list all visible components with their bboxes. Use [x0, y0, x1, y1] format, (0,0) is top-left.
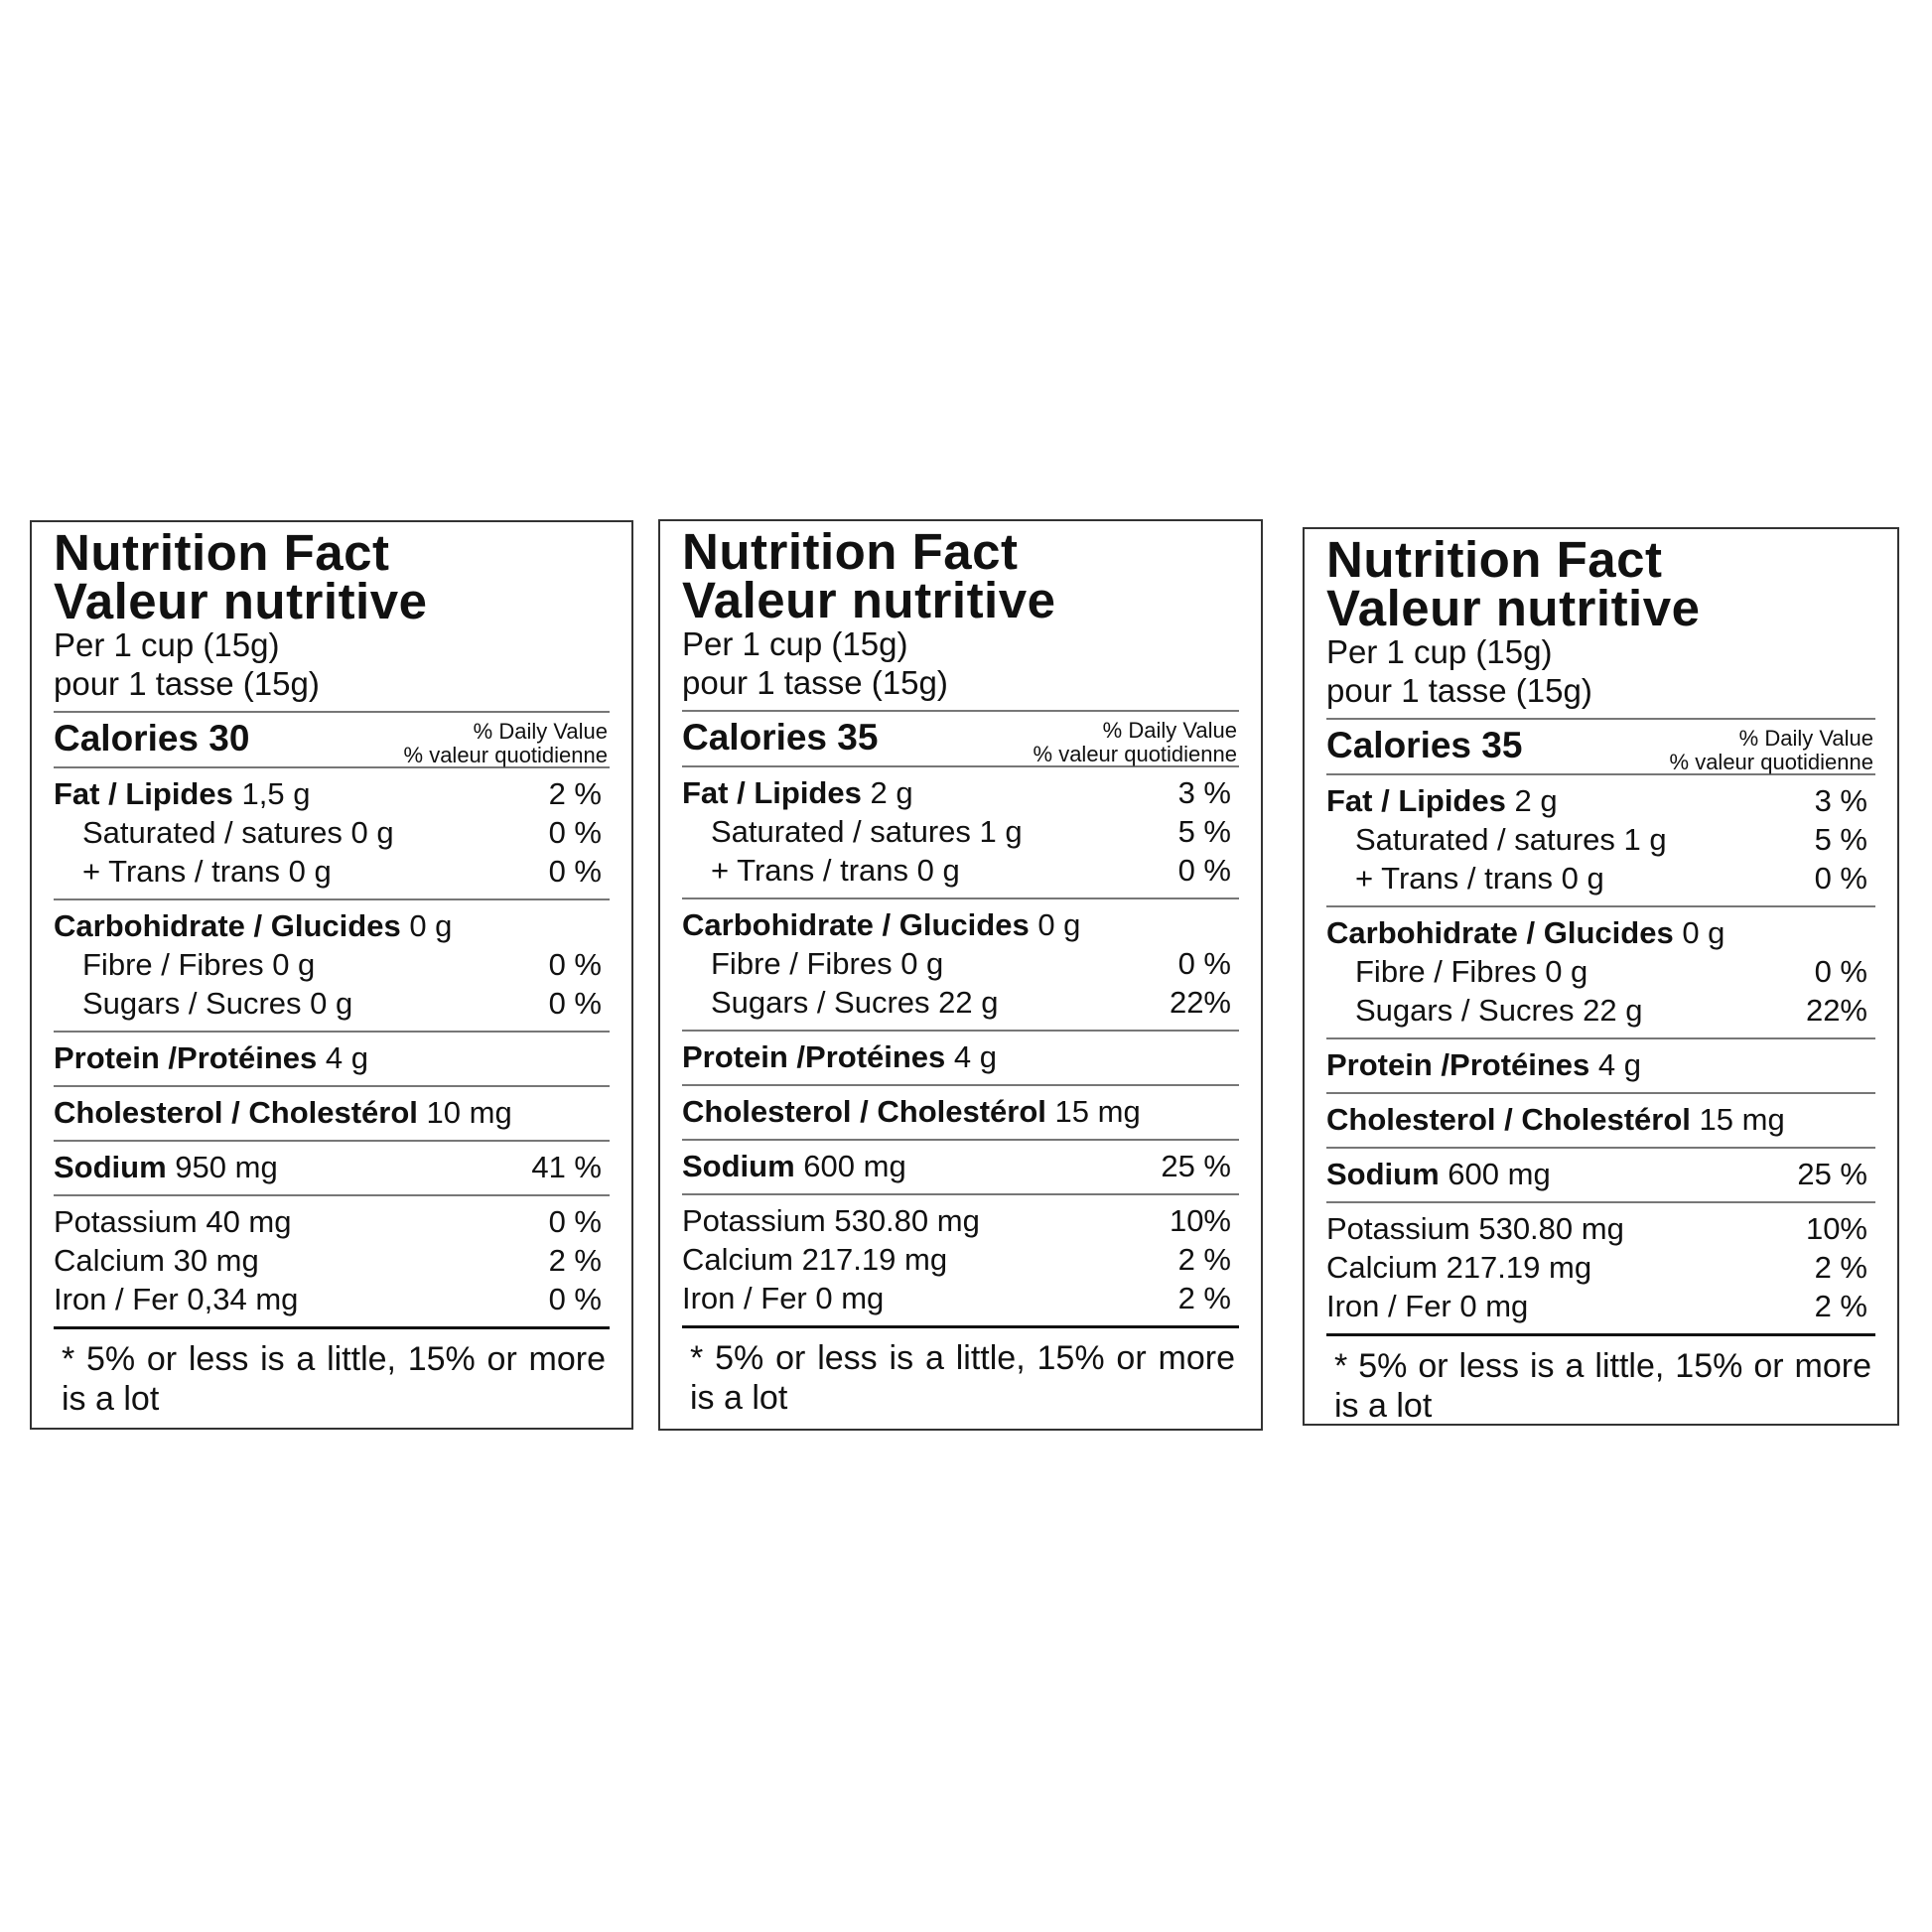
sodium-percent: 41 % — [531, 1150, 602, 1184]
sodium-group — [1326, 1149, 1875, 1201]
iron-row: Iron / Fer 0 mg 2 % — [682, 1279, 1239, 1317]
protein-row: Protein /Protéines 4 g — [682, 1039, 998, 1074]
footnote: * 5% or less is a little, 15% or more is a lot — [1334, 1347, 1871, 1425]
sugars-percent: 0 % — [548, 986, 602, 1021]
sodium-group — [54, 1142, 610, 1194]
daily-value-english: % Daily Value — [1738, 726, 1873, 751]
minerals-group — [682, 1195, 1239, 1325]
cholesterol-row: Cholesterol / Cholestérol 15 mg — [682, 1094, 1141, 1129]
protein-group — [1326, 1039, 1875, 1092]
serving-size-french: pour 1 tasse (15g) — [1326, 672, 1592, 709]
daily-value-french: % valeur quotidienne — [1033, 742, 1237, 766]
calcium-percent: 2 % — [1814, 1250, 1867, 1285]
daily-value-french: % valeur quotidienne — [1669, 750, 1873, 774]
protein-group — [682, 1032, 1239, 1084]
daily-value-french: % valeur quotidienne — [403, 743, 608, 767]
footnote: * 5% or less is a little, 15% or more is a lot — [62, 1340, 606, 1418]
fat-percent: 2 % — [548, 776, 602, 811]
calcium-row: Calcium 217.19 mg 2 % — [682, 1240, 1239, 1279]
iron-percent: 0 % — [548, 1282, 602, 1316]
saturated-row: Saturated / satures 1 g 5 % — [682, 812, 1239, 851]
daily-value-header — [1034, 719, 1237, 766]
iron-row: Iron / Fer 0,34 mg 0 % — [54, 1280, 610, 1318]
carbohydrate-row: Carbohidrate / Glucides 0 g — [682, 907, 1081, 942]
protein-row: Protein /Protéines 4 g — [1326, 1047, 1642, 1082]
cholesterol-group — [54, 1087, 610, 1140]
protein-row: Protein /Protéines 4 g — [54, 1040, 369, 1075]
daily-value-header — [1670, 727, 1873, 774]
calories-row — [682, 712, 1239, 765]
label-content — [54, 524, 610, 1419]
iron-percent: 2 % — [1814, 1289, 1867, 1323]
saturated-percent: 5 % — [1814, 822, 1867, 857]
nutrition-label-panel-2 — [658, 519, 1263, 1431]
saturated-row: Saturated / satures 0 g 0 % — [54, 813, 610, 852]
cholesterol-group — [682, 1086, 1239, 1139]
potassium-row: Potassium 530.80 mg 10% — [1326, 1209, 1875, 1248]
iron-percent: 2 % — [1177, 1281, 1231, 1315]
serving-size-english: Per 1 cup (15g) — [1326, 633, 1553, 670]
title-english: Nutrition Fact — [54, 524, 390, 581]
fat-row: Fat / Lipides 1,5 g 2 % — [54, 774, 610, 813]
carbohydrate-row: Carbohidrate / Glucides 0 g — [1326, 915, 1725, 950]
iron-row: Iron / Fer 0 mg 2 % — [1326, 1287, 1875, 1325]
sodium-percent: 25 % — [1797, 1157, 1867, 1191]
fat-group — [1326, 775, 1875, 905]
trans-row: + Trans / trans 0 g 0 % — [54, 852, 610, 891]
sugars-row: Sugars / Sucres 22 g 22% — [1326, 991, 1875, 1030]
serving-size-french: pour 1 tasse (15g) — [682, 664, 948, 701]
footnote: * 5% or less is a little, 15% or more is a lot — [690, 1339, 1235, 1417]
calcium-row: Calcium 217.19 mg 2 % — [1326, 1248, 1875, 1287]
calories-row — [54, 713, 610, 766]
trans-percent: 0 % — [548, 854, 602, 889]
daily-value-english: % Daily Value — [1102, 718, 1237, 743]
calories: Calories 35 — [1326, 725, 1523, 765]
cholesterol-group — [1326, 1094, 1875, 1147]
nutrition-label-panel-3 — [1303, 527, 1899, 1426]
carbohydrate-group — [1326, 907, 1875, 1037]
fat-percent: 3 % — [1814, 783, 1867, 818]
calcium-percent: 2 % — [1177, 1242, 1231, 1277]
title-french: Valeur nutritive — [1326, 580, 1701, 636]
cholesterol-row: Cholesterol / Cholestérol 15 mg — [1326, 1102, 1785, 1137]
fibre-percent: 0 % — [1177, 946, 1231, 981]
minerals-group — [1326, 1203, 1875, 1333]
sodium-row: Sodium 950 mg 41 % — [54, 1148, 610, 1186]
fibre-row: Fibre / Fibres 0 g 0 % — [1326, 952, 1875, 991]
fat-group — [54, 768, 610, 898]
calories-row — [1326, 720, 1875, 773]
sodium-group — [682, 1141, 1239, 1193]
fat-group — [682, 767, 1239, 897]
carbohydrate-row: Carbohidrate / Glucides 0 g — [54, 908, 453, 943]
trans-percent: 0 % — [1814, 861, 1867, 896]
nutrition-label-panel-1 — [30, 520, 633, 1430]
sodium-percent: 25 % — [1161, 1149, 1231, 1183]
title-french: Valeur nutritive — [682, 572, 1056, 628]
saturated-percent: 0 % — [548, 815, 602, 850]
saturated-percent: 5 % — [1177, 814, 1231, 849]
sugars-percent: 22% — [1805, 993, 1867, 1028]
fibre-percent: 0 % — [548, 947, 602, 982]
protein-group — [54, 1033, 610, 1085]
label-content — [682, 523, 1239, 1418]
potassium-row: Potassium 40 mg 0 % — [54, 1202, 610, 1241]
potassium-row: Potassium 530.80 mg 10% — [682, 1201, 1239, 1240]
fat-row: Fat / Lipides 2 g 3 % — [1326, 781, 1875, 820]
cholesterol-row: Cholesterol / Cholestérol 10 mg — [54, 1095, 512, 1130]
potassium-percent: 10% — [1169, 1203, 1231, 1238]
daily-value-header — [404, 720, 608, 767]
calories-value: 30 — [208, 718, 250, 759]
sugars-row: Sugars / Sucres 0 g 0 % — [54, 984, 610, 1023]
fat-percent: 3 % — [1177, 775, 1231, 810]
calories: Calories 30 — [54, 718, 250, 759]
trans-percent: 0 % — [1177, 853, 1231, 888]
title-english: Nutrition Fact — [682, 523, 1019, 580]
sugars-percent: 22% — [1169, 985, 1231, 1020]
trans-row: + Trans / trans 0 g 0 % — [682, 851, 1239, 890]
potassium-percent: 0 % — [548, 1204, 602, 1239]
serving-size-english: Per 1 cup (15g) — [682, 625, 908, 662]
trans-row: + Trans / trans 0 g 0 % — [1326, 859, 1875, 897]
fibre-row: Fibre / Fibres 0 g 0 % — [54, 945, 610, 984]
fibre-percent: 0 % — [1814, 954, 1867, 989]
serving-size-english: Per 1 cup (15g) — [54, 626, 280, 663]
serving-size-french: pour 1 tasse (15g) — [54, 665, 320, 702]
calcium-row: Calcium 30 mg 2 % — [54, 1241, 610, 1280]
calcium-percent: 2 % — [548, 1243, 602, 1278]
sugars-row: Sugars / Sucres 22 g 22% — [682, 983, 1239, 1022]
label-content — [1326, 531, 1875, 1426]
calories: Calories 35 — [682, 717, 879, 758]
title-english: Nutrition Fact — [1326, 531, 1663, 588]
sodium-row: Sodium 600 mg 25 % — [1326, 1155, 1875, 1193]
fat-row: Fat / Lipides 2 g 3 % — [682, 773, 1239, 812]
potassium-percent: 10% — [1805, 1211, 1867, 1246]
sodium-row: Sodium 600 mg 25 % — [682, 1147, 1239, 1185]
calories-value: 35 — [837, 717, 879, 758]
fibre-row: Fibre / Fibres 0 g 0 % — [682, 944, 1239, 983]
carbohydrate-group — [682, 899, 1239, 1030]
daily-value-english: % Daily Value — [473, 719, 608, 744]
minerals-group — [54, 1196, 610, 1326]
calories-value: 35 — [1481, 725, 1523, 765]
saturated-row: Saturated / satures 1 g 5 % — [1326, 820, 1875, 859]
title-french: Valeur nutritive — [54, 573, 428, 629]
carbohydrate-group — [54, 900, 610, 1031]
